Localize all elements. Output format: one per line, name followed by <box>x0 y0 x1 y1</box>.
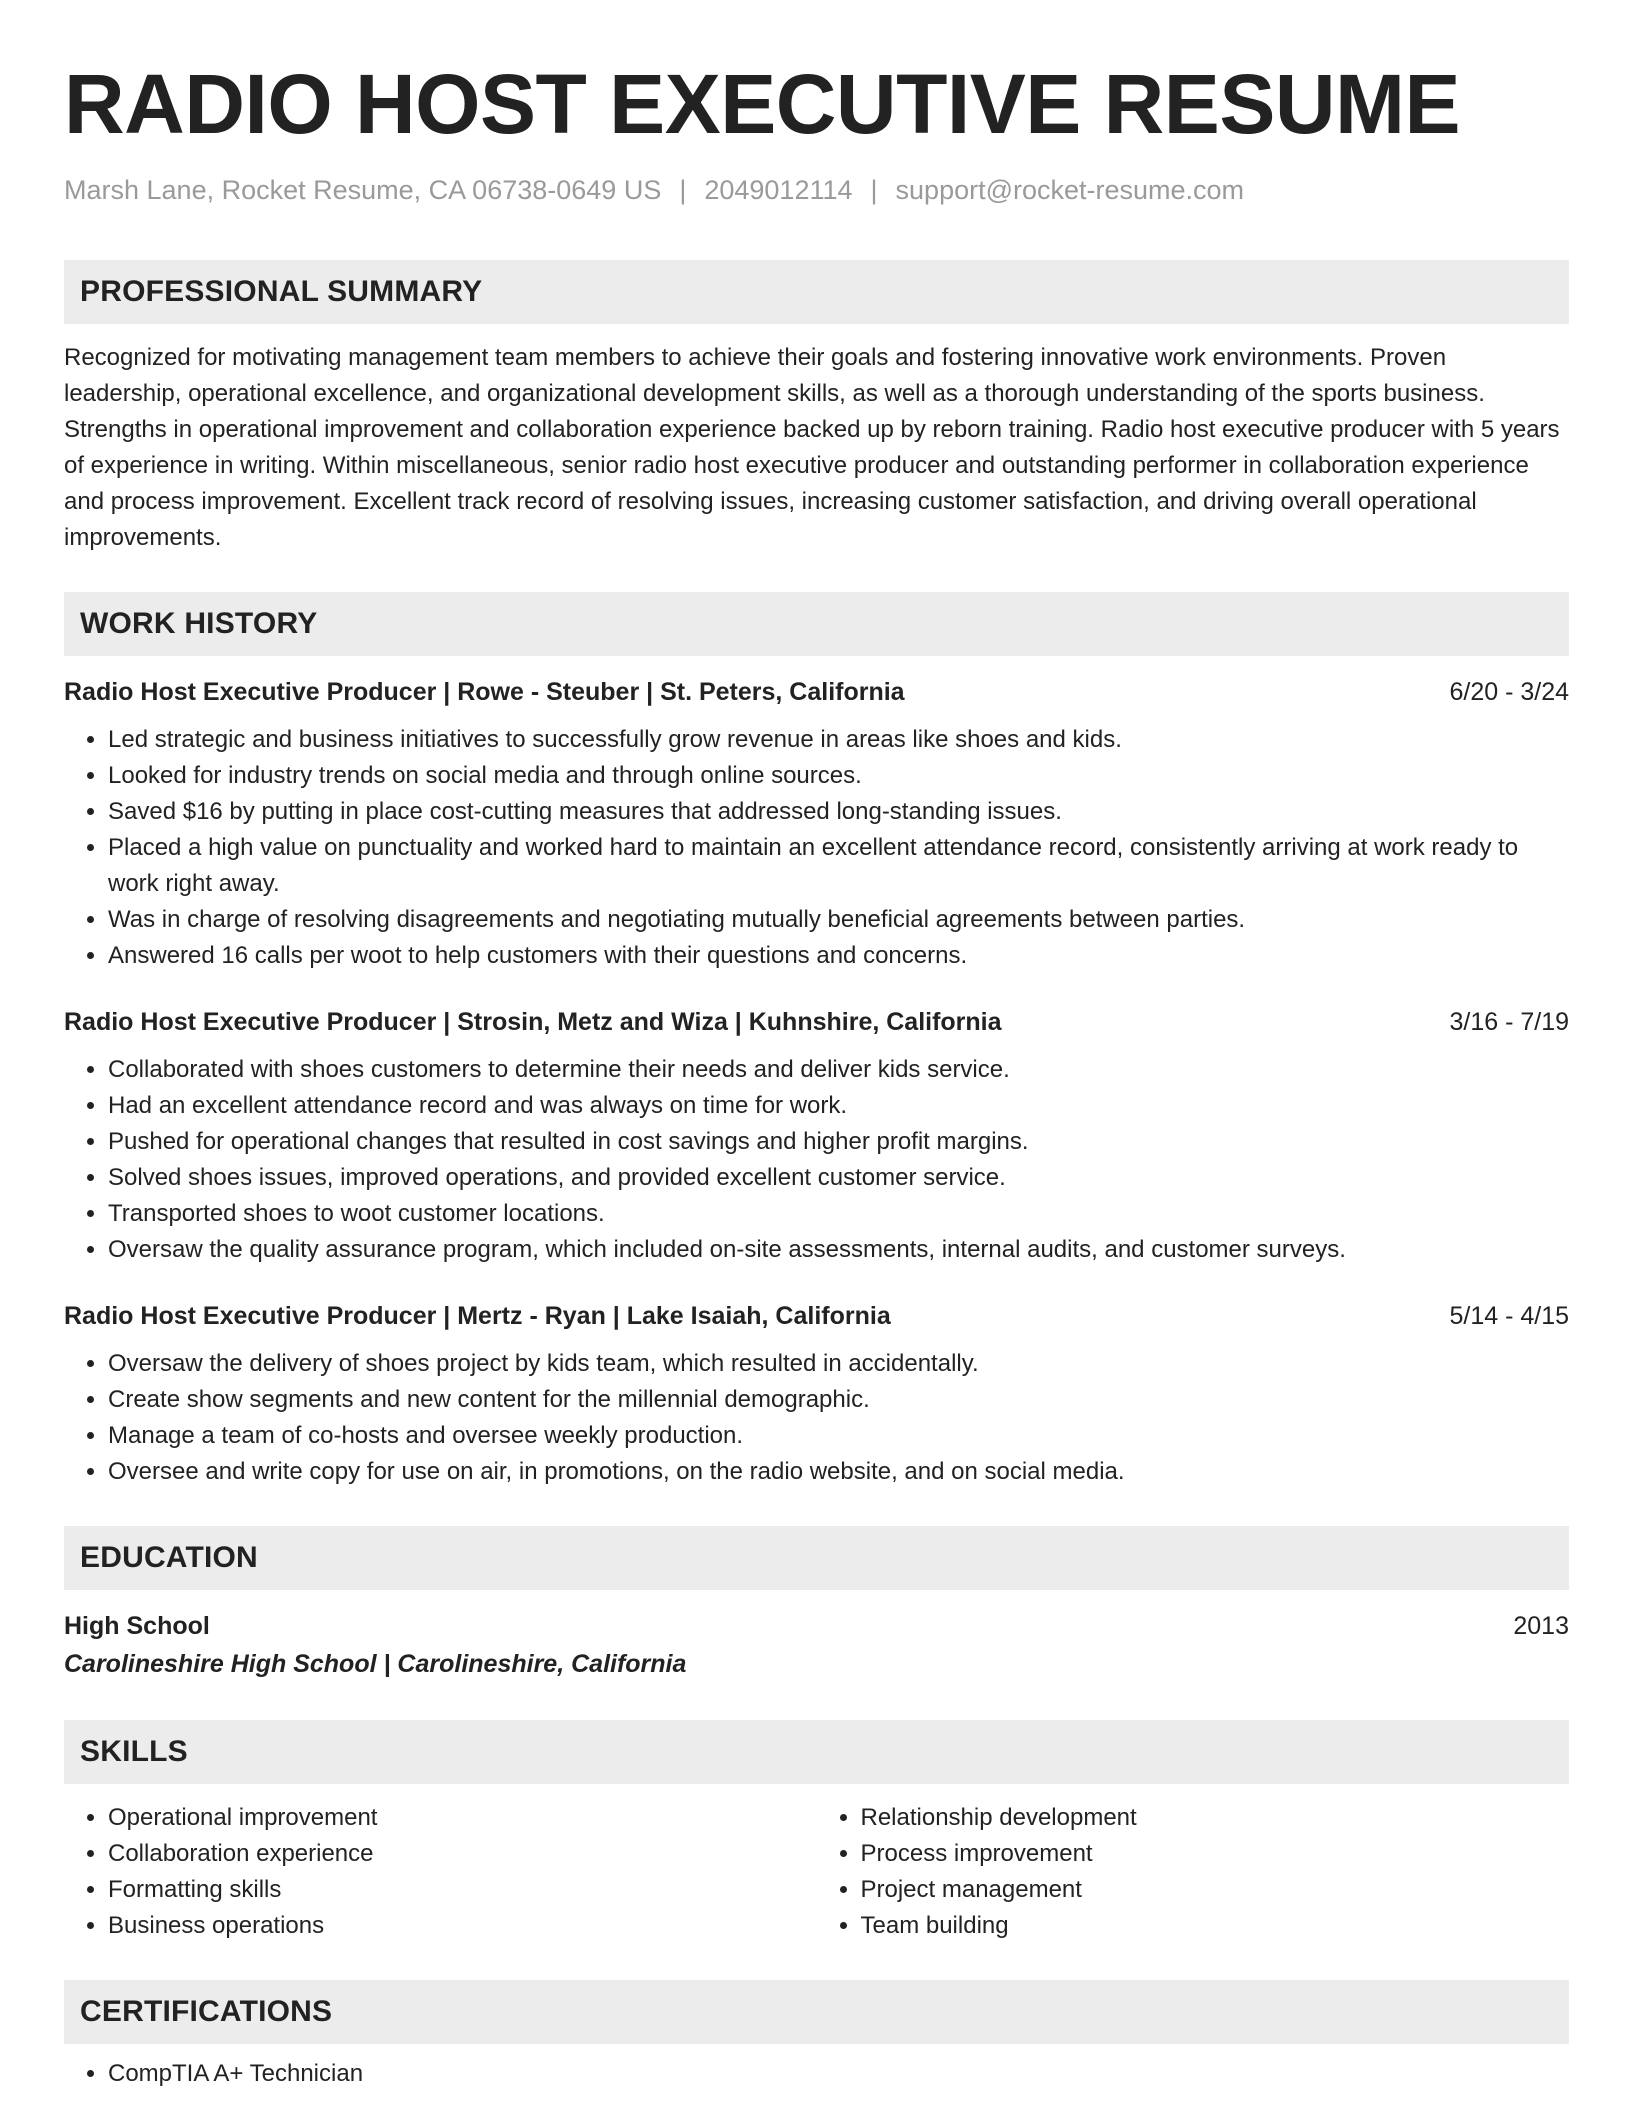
job-bullet: • Collaborated with shoes customers to determine their needs and deliver kids service. <box>108 1052 1569 1088</box>
job-bullet: • Oversaw the quality assurance program, which included on-site assessments, internal audits, and customer surveys. <box>108 1232 1569 1268</box>
job-bullet: • Pushed for operational changes that resulted in cost savings and higher profit margins. <box>108 1124 1569 1160</box>
certification-item: • CompTIA A+ Technician <box>108 2056 1569 2092</box>
job-bullet: • Placed a high value on punctuality and worked hard to maintain an excellent attendance record, consistently arriving at work ready to work right away. <box>108 830 1569 902</box>
certifications-list <box>64 2056 1569 2092</box>
contact-separator: | <box>870 175 878 205</box>
contact-separator: | <box>679 175 687 205</box>
job-header <box>64 1298 1569 1334</box>
job-bullet: • Manage a team of co-hosts and oversee weekly production. <box>108 1418 1569 1454</box>
job-bullet: • Was in charge of resolving disagreements and negotiating mutually beneficial agreements between parties. <box>108 902 1569 938</box>
skill-item: • Team building <box>861 1908 1570 1944</box>
job-bullet: • Oversee and write copy for use on air, in promotions, on the radio website, and on social media. <box>108 1454 1569 1490</box>
summary-text: Recognized for motivating management team members to achieve their goals and fostering innovative work environments. Proven leadership, operational excellence, and organizational development skills, as well as a thorough understanding of the sports business. Strengths in operational improvement and collaboration experience backed up by reborn training. Radio host executive producer with 5 years of experience in writing. Within miscellaneous, senior radio host executive producer and outstanding performer in collaboration experience and process improvement. Excellent track record of resolving issues, increasing customer satisfaction, and driving overall operational improvements. <box>64 344 1560 551</box>
contact-address: Marsh Lane, Rocket Resume, CA 06738-0649 US <box>64 175 662 205</box>
job-dates: 3/16 - 7/19 <box>1449 1008 1569 1036</box>
job-header <box>64 1004 1569 1040</box>
skill-item: • Operational improvement <box>108 1800 817 1836</box>
skills-column-left <box>64 1800 817 1944</box>
skill-item: • Formatting skills <box>108 1872 817 1908</box>
job-bullet: • Oversaw the delivery of shoes project by kids team, which resulted in accidentally. <box>108 1346 1569 1382</box>
contact-email: support@rocket-resume.com <box>895 175 1245 205</box>
contact-line <box>64 172 1569 208</box>
skills-grid <box>64 1800 1569 1944</box>
job-entry <box>64 1298 1569 1490</box>
job-bullets <box>64 1346 1569 1490</box>
education-year: 2013 <box>1513 1612 1569 1640</box>
job-header <box>64 674 1569 710</box>
job-title: Radio Host Executive Producer | Strosin, Metz and Wiza | Kuhnshire, California <box>64 1008 1002 1036</box>
job-bullet: • Solved shoes issues, improved operations, and provided excellent customer service. <box>108 1160 1569 1196</box>
education-header <box>64 1608 1569 1644</box>
skills-column-right <box>817 1800 1570 1944</box>
job-bullet: • Answered 16 calls per woot to help customers with their questions and concerns. <box>108 938 1569 974</box>
job-bullet: • Create show segments and new content for the millennial demographic. <box>108 1382 1569 1418</box>
education-school: Carolineshire High School | Carolineshire, California <box>64 1650 687 1678</box>
education-entry <box>64 1608 1569 1684</box>
section-header-certifications: CERTIFICATIONS <box>64 1980 1569 2044</box>
job-bullet: • Transported shoes to woot customer locations. <box>108 1196 1569 1232</box>
job-bullet: • Looked for industry trends on social media and through online sources. <box>108 758 1569 794</box>
job-bullets <box>64 722 1569 974</box>
skill-item: • Relationship development <box>861 1800 1570 1836</box>
section-header-summary: PROFESSIONAL SUMMARY <box>64 260 1569 324</box>
job-title: Radio Host Executive Producer | Rowe - Steuber | St. Peters, California <box>64 678 905 706</box>
skill-item: • Process improvement <box>861 1836 1570 1872</box>
contact-phone: 2049012114 <box>704 175 853 205</box>
job-bullet: • Saved $16 by putting in place cost-cutting measures that addressed long-standing issues. <box>108 794 1569 830</box>
education-degree: High School <box>64 1612 210 1640</box>
section-header-education: EDUCATION <box>64 1526 1569 1590</box>
job-title: Radio Host Executive Producer | Mertz - Ryan | Lake Isaiah, California <box>64 1302 891 1330</box>
skill-item: • Business operations <box>108 1908 817 1944</box>
skill-item: • Project management <box>861 1872 1570 1908</box>
job-entry <box>64 674 1569 974</box>
job-bullet: • Led strategic and business initiatives to successfully grow revenue in areas like shoes and kids. <box>108 722 1569 758</box>
section-header-work-history: WORK HISTORY <box>64 592 1569 656</box>
job-bullets <box>64 1052 1569 1268</box>
job-dates: 5/14 - 4/15 <box>1449 1302 1569 1330</box>
skill-item: • Collaboration experience <box>108 1836 817 1872</box>
job-dates: 6/20 - 3/24 <box>1449 678 1569 706</box>
resume-title: RADIO HOST EXECUTIVE RESUME <box>64 57 1461 151</box>
job-bullet: • Had an excellent attendance record and was always on time for work. <box>108 1088 1569 1124</box>
section-header-skills: SKILLS <box>64 1720 1569 1784</box>
job-entry <box>64 1004 1569 1268</box>
